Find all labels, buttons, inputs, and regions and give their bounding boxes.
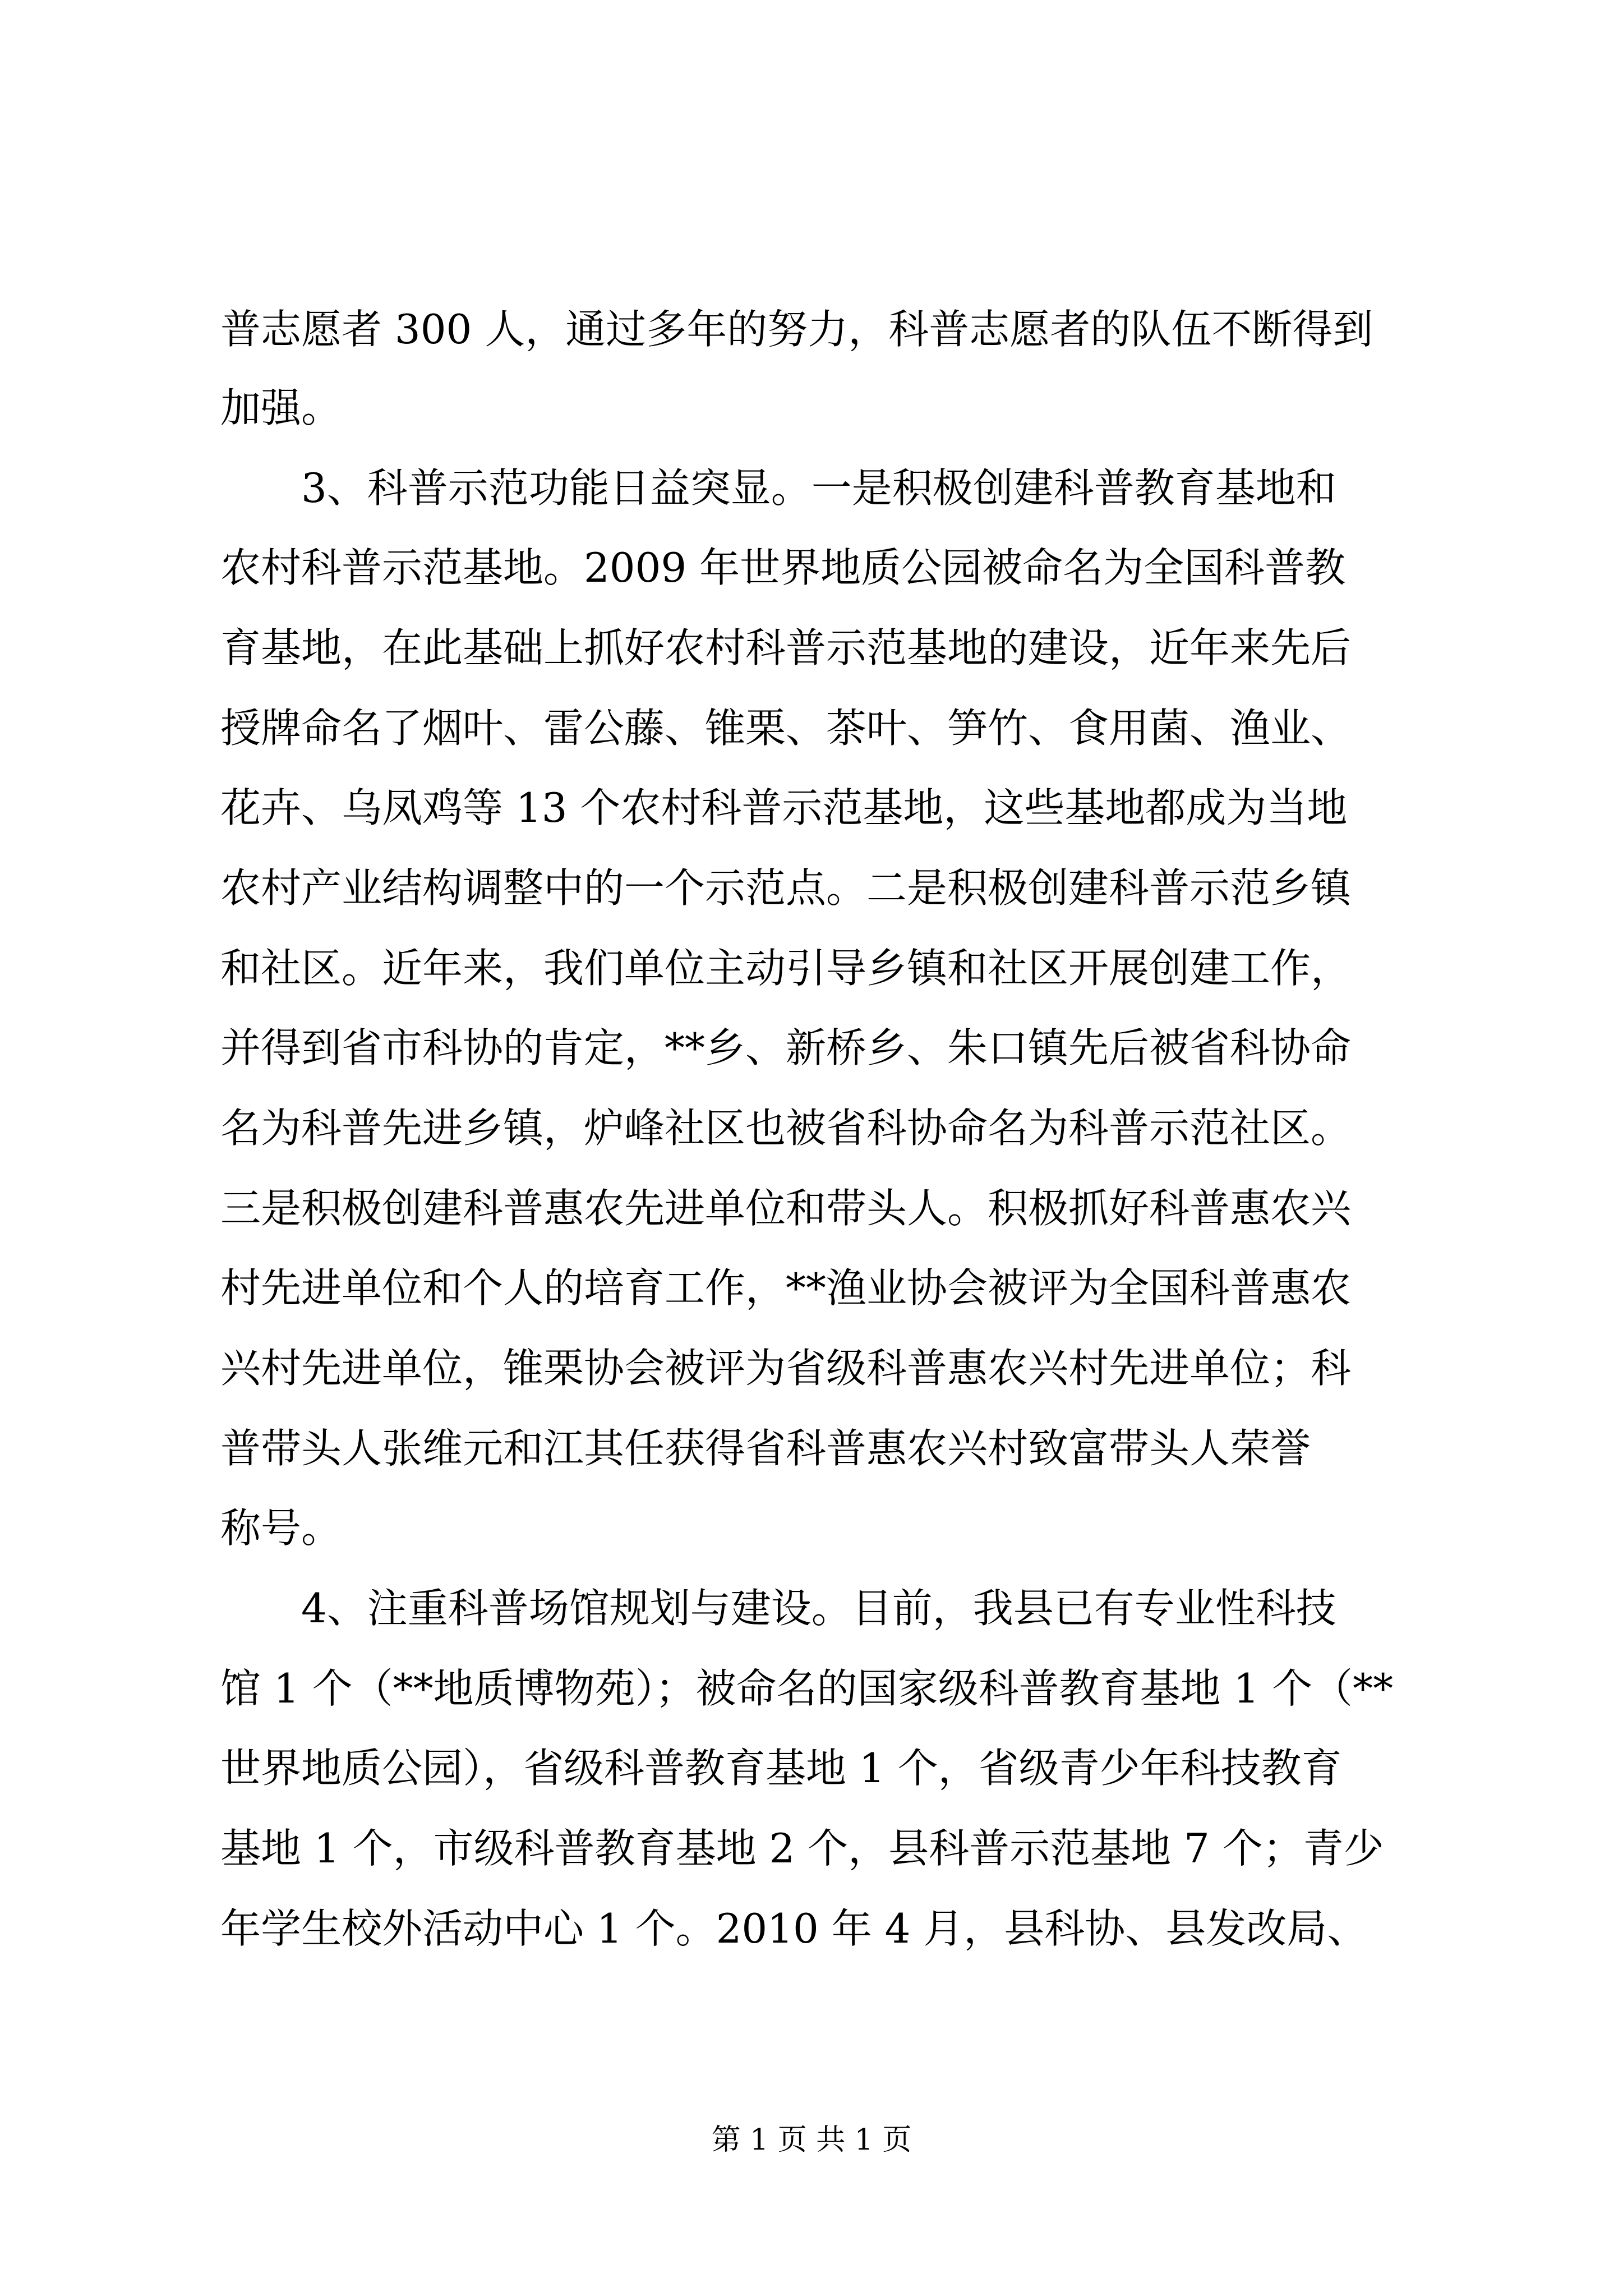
body-text-line-8: 农村产业结构调整中的一个示范点。二是积极创建科普示范乡镇 — [220, 864, 1352, 912]
page-footer: 第 1 页 共 1 页 — [711, 2123, 912, 2157]
body-text-line-2: 加强。 — [220, 384, 342, 431]
body-text-line-4: 农村科普示范基地。2009 年世界地质公园被命名为全国科普教 — [220, 544, 1346, 591]
body-text-line-19: 世界地质公园），省级科普教育基地 1 个，省级青少年科技教育 — [220, 1745, 1342, 1792]
body-text-line-14: 兴村先进单位，锥栗协会被评为省级科普惠农兴村先进单位；科 — [220, 1345, 1352, 1392]
body-text-line-13: 村先进单位和个人的培育工作，**渔业协会被评为全国科普惠农 — [220, 1264, 1352, 1312]
body-text-line-3: 3、科普示范功能日益突显。一是积极创建科普教育基地和 — [220, 464, 1336, 512]
body-text-line-21: 年学生校外活动中心 1 个。2010 年 4 月，县科协、县发改局、 — [220, 1905, 1368, 1952]
body-text-line-9: 和社区。近年来，我们单位主动引导乡镇和社区开展创建工作， — [220, 945, 1352, 992]
body-text-line-12: 三是积极创建科普惠农先进单位和带头人。积极抓好科普惠农兴 — [220, 1185, 1352, 1232]
body-text-line-7: 花卉、乌凤鸡等 13 个农村科普示范基地，这些基地都成为当地 — [220, 784, 1348, 831]
body-text-line-11: 名为科普先进乡镇，炉峰社区也被省科协命名为科普示范社区。 — [220, 1105, 1352, 1152]
body-text-line-17: 4、注重科普场馆规划与建设。目前，我县已有专业性科技 — [220, 1585, 1336, 1632]
body-text-line-10: 并得到省市科协的肯定，**乡、新桥乡、朱口镇先后被省科协命 — [220, 1024, 1352, 1071]
body-text-line-15: 普带头人张维元和江其任获得省科普惠农兴村致富带头人荣誉 — [220, 1425, 1311, 1472]
body-text-line-18: 馆 1 个（**地质博物苑）；被命名的国家级科普教育基地 1 个（** — [220, 1665, 1394, 1712]
body-text-line-20: 基地 1 个，市级科普教育基地 2 个，县科普示范基地 7 个；青少 — [220, 1825, 1384, 1872]
body-text-line-16: 称号。 — [220, 1504, 342, 1552]
body-text-line-5: 育基地，在此基础上抓好农村科普示范基地的建设，近年来先后 — [220, 624, 1352, 671]
body-text-line-6: 授牌命名了烟叶、雷公藤、锥栗、茶叶、笋竹、食用菌、渔业、 — [220, 705, 1352, 752]
body-text-line-1: 普志愿者 300 人，通过多年的努力，科普志愿者的队伍不断得到 — [220, 306, 1373, 353]
